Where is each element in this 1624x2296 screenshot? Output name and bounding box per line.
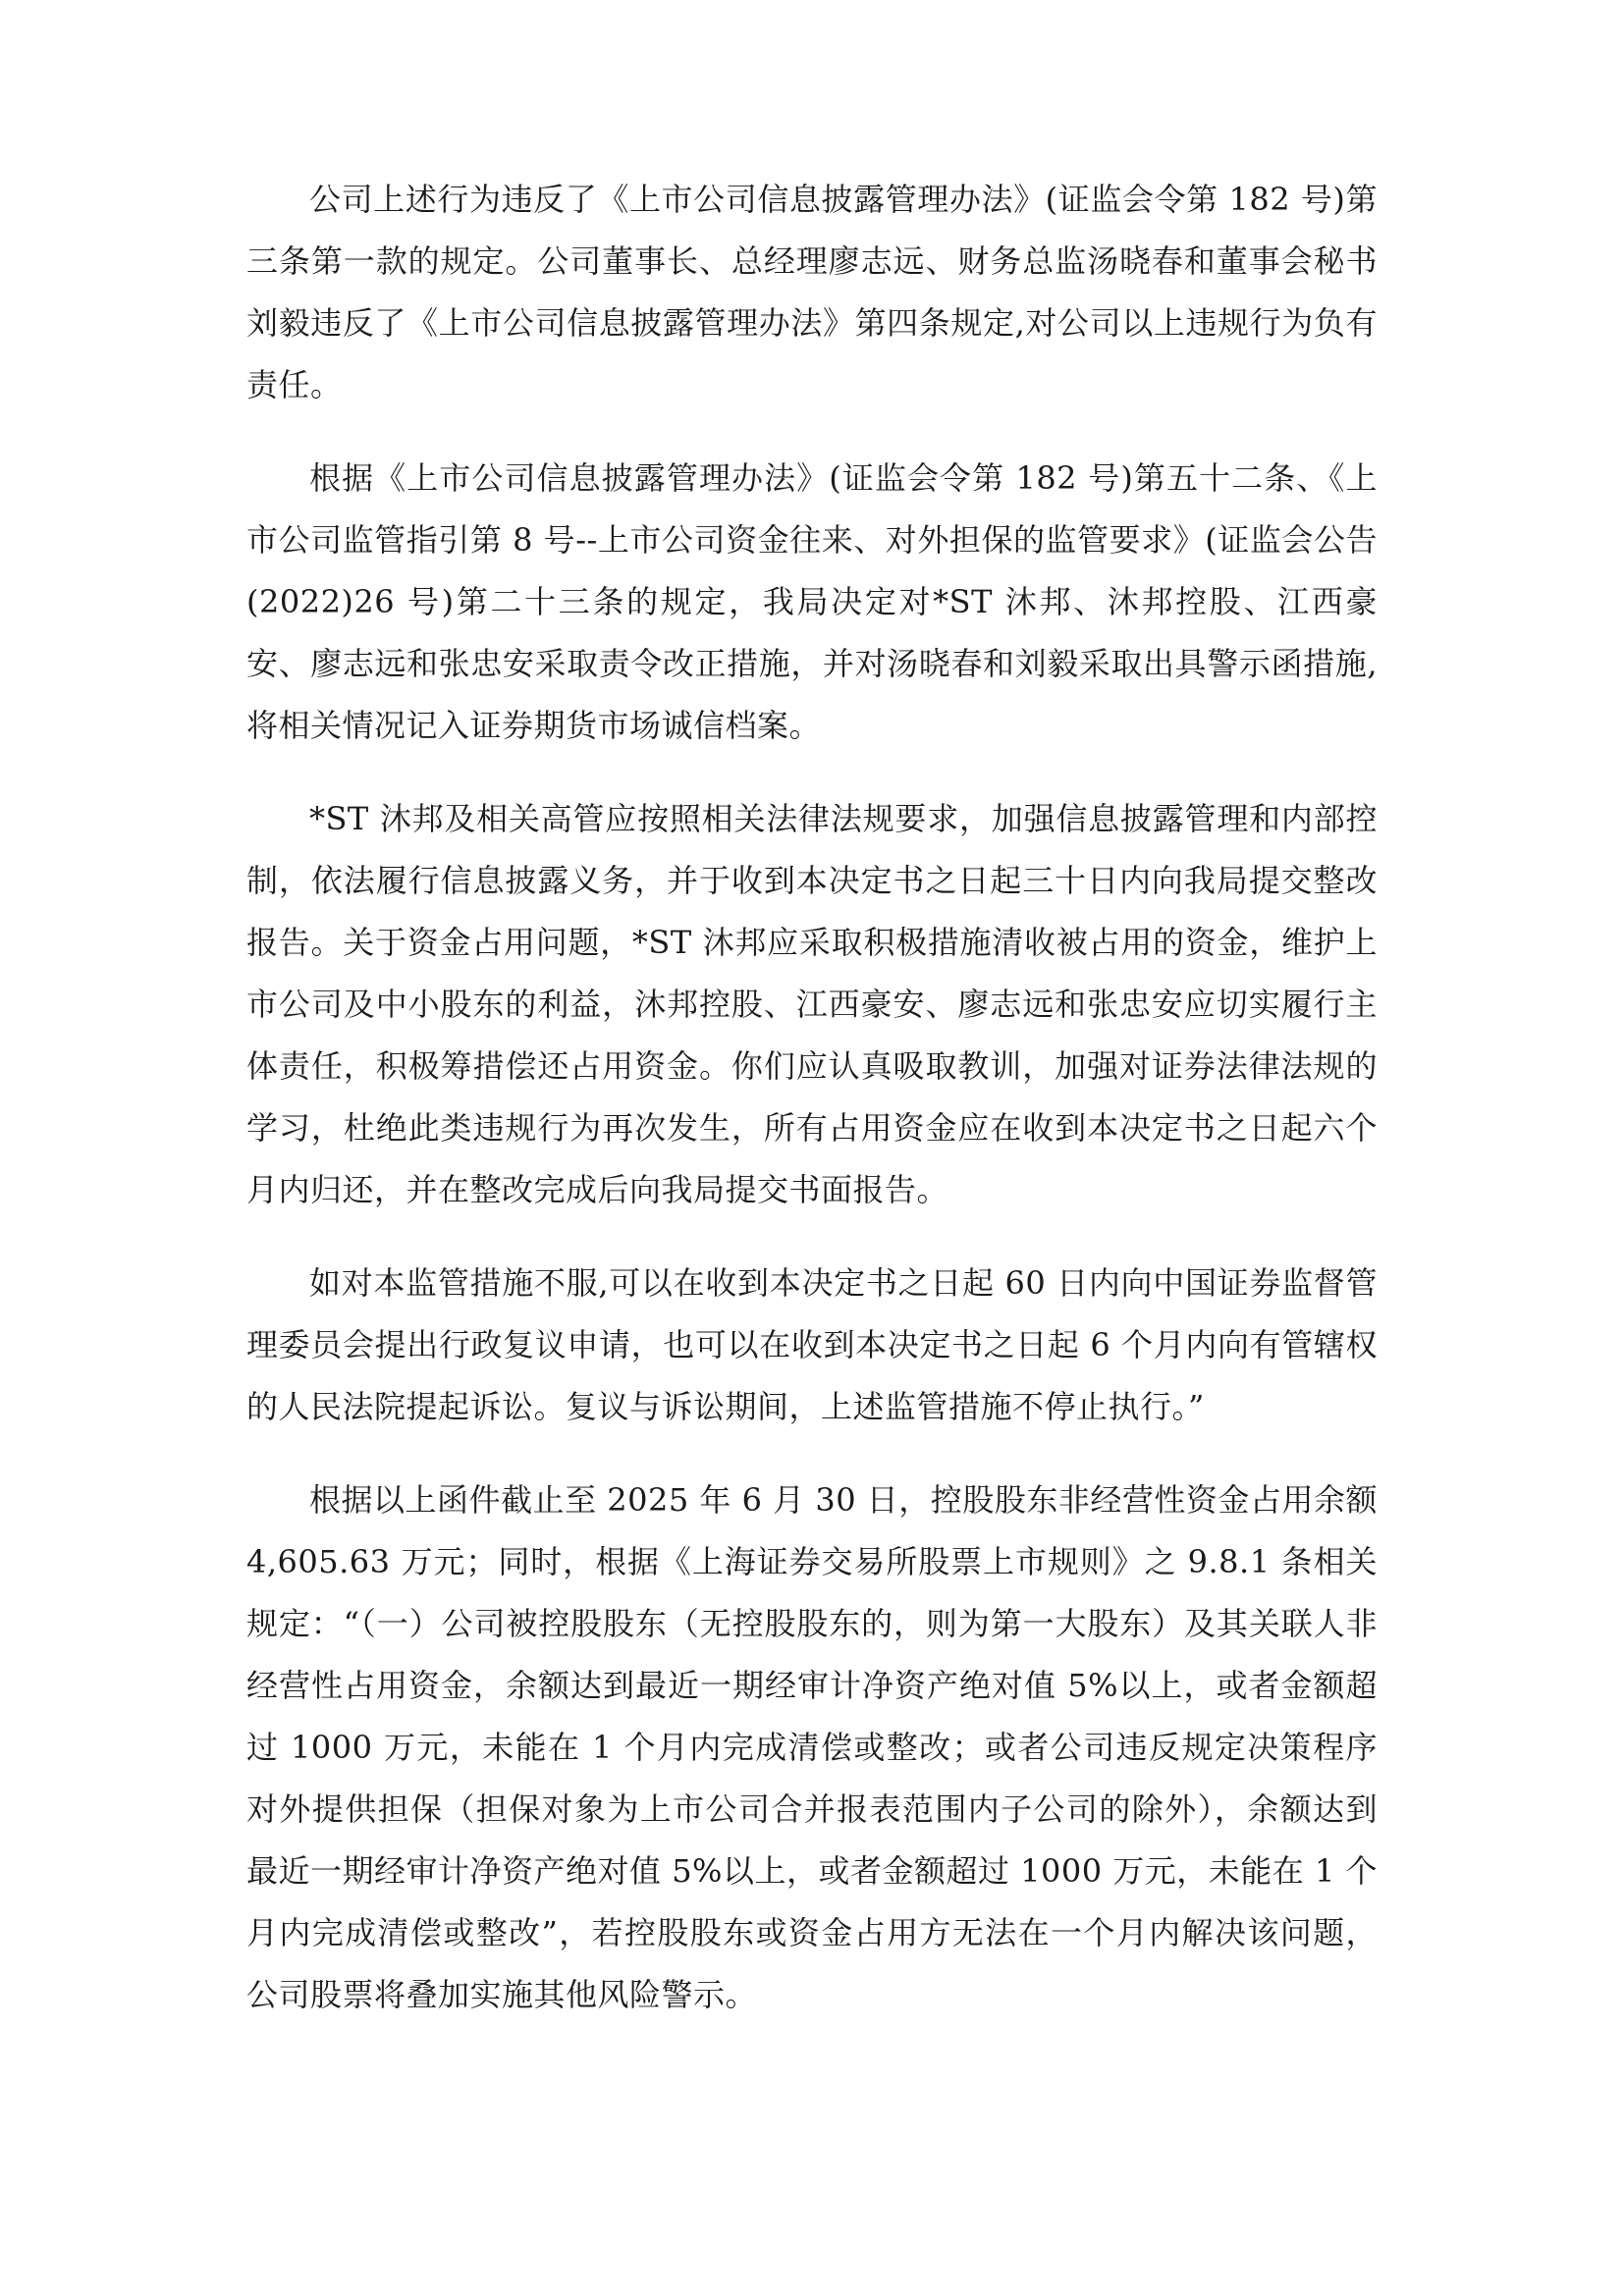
paragraph-rectification: *ST 沐邦及相关高管应按照相关法律法规要求，加强信息披露管理和内部控制，依法履行信息披露义务，并于收到本决定书之日起三十日内向我局提交整改报告。关于资金占用问题，*ST 沐邦应采取积极措施清收被占用的资金，维护上市公司及中小股东的利益，沐邦控股、江西豪安、廖志远和张忠安应切实履行主体责任，积极筹措偿还占用资金。你们应认真吸取教训，加强对证券法律法规的学习，杜绝此类违规行为再次发生，所有占用资金应在收到本决定书之日起六个月内归还，并在整改完成后向我局提交书面报告。	[246, 800, 1378, 1208]
document-body	[246, 169, 1378, 2057]
paragraph-appeal: 如对本监管措施不服,可以在收到本决定书之日起 60 日内向中国证券监督管理委员会提出行政复议申请，也可以在收到本决定书之日起 6 个月内向有管辖权的人民法院提起诉讼。复议与诉讼期间，上述监管措施不停止执行。”	[246, 1264, 1378, 1425]
paragraph-risk-warning: 根据以上函件截止至 2025 年 6 月 30 日，控股股东非经营性资金占用余额 4,605.63 万元；同时，根据《上海证券交易所股票上市规则》之 9.8.1 条相关规定：“（一）公司被控股股东（无控股股东的，则为第一大股东）及其关联人非经营性占用资金，余额达到最近一期经审计净资产绝对值 5%以上，或者金额超过 1000 万元，未能在 1 个月内完成清偿或整改；或者公司违反规定决策程序对外提供担保（担保对象为上市公司合并报表范围内子公司的除外），余额达到最近一期经审计净资产绝对值 5%以上，或者金额超过 1000 万元，未能在 1 个月内完成清偿或整改”，若控股股东或资金占用方无法在一个月内解决该问题，公司股票将叠加实施其他风险警示。	[246, 1481, 1378, 2013]
paragraph-measures: 根据《上市公司信息披露管理办法》(证监会令第 182 号)第五十二条、《上市公司监管指引第 8 号--上市公司资金往来、对外担保的监管要求》(证监会公告(2022)26 号)第二十三条的规定，我局决定对*ST 沐邦、沐邦控股、江西豪安、廖志远和张忠安采取责令改正措施，并对汤晓春和刘毅采取出具警示函措施,将相关情况记入证券期货市场诚信档案。	[246, 459, 1378, 744]
paragraph-violation: 公司上述行为违反了《上市公司信息披露管理办法》(证监会令第 182 号)第三条第一款的规定。公司董事长、总经理廖志远、财务总监汤晓春和董事会秘书刘毅违反了《上市公司信息披露管理办法》第四条规定,对公司以上违规行为负有责任。	[246, 181, 1378, 403]
